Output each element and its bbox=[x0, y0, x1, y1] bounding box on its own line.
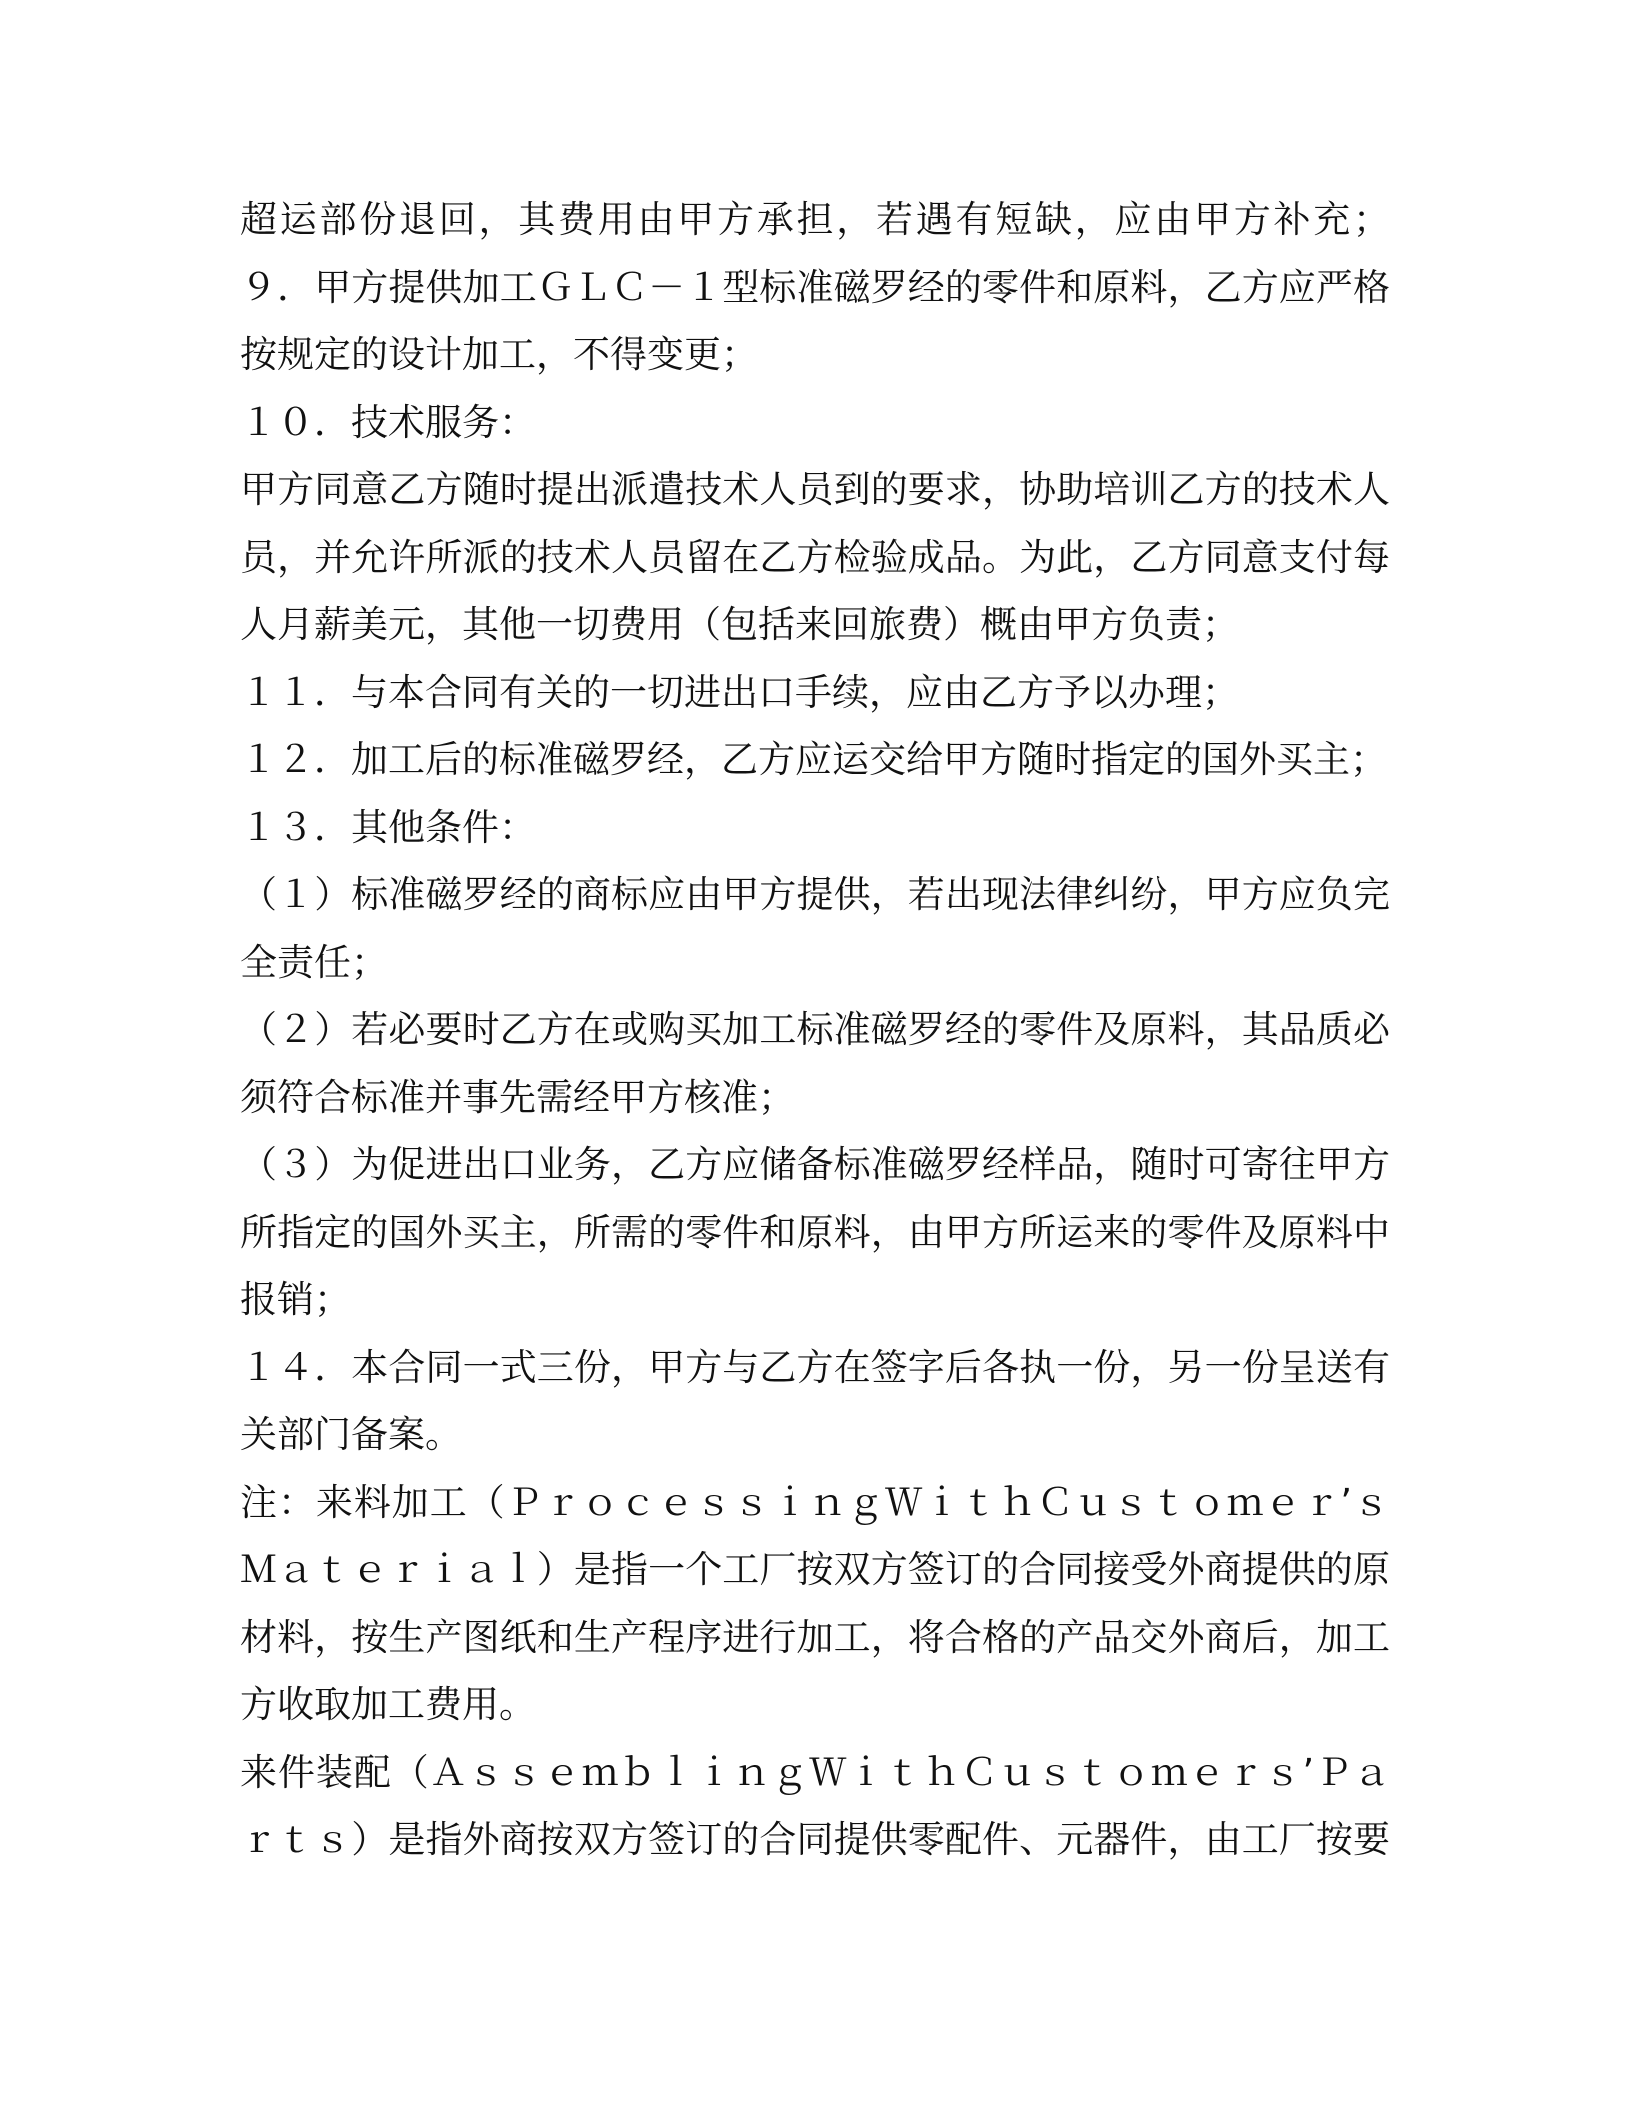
text-line: （２）若必要时乙方在或购买加工标准磁罗经的零件及原料，其品质必 bbox=[240, 1008, 1390, 1051]
text-line: （１）标准磁罗经的商标应由甲方提供，若出现法律纠纷，甲方应负完 bbox=[240, 873, 1390, 916]
text-line: 人月薪美元，其他一切费用（包括来回旅费）概由甲方负责； bbox=[240, 603, 1239, 646]
text-line: ｒｔｓ）是指外商按双方签订的合同提供零配件、元器件，由工厂按要 bbox=[240, 1818, 1390, 1861]
text-line: 报销； bbox=[240, 1278, 351, 1321]
text-line: 超运部份退回，其费用由甲方承担，若遇有短缺，应由甲方补充； bbox=[240, 198, 1390, 241]
text-line: 注：来料加工（ＰｒｏｃｅｓｓｉｎｇＷｉｔｈＣｕｓｔｏｍｅｒ’ｓ bbox=[240, 1480, 1390, 1524]
text-line: 来件装配（ＡｓｓｅｍｂｌｉｎｇＷｉｔｈＣｕｓｔｏｍｅｒｓ’Ｐａ bbox=[240, 1750, 1390, 1794]
text-line: 须符合标准并事先需经甲方核准； bbox=[240, 1075, 795, 1119]
document-body bbox=[240, 186, 1390, 1874]
text-line: １４．本合同一式三份，甲方与乙方在签字后各执一份，另一份呈送有 bbox=[240, 1345, 1390, 1389]
text-line: 全责任； bbox=[240, 940, 388, 984]
text-line: １０．技术服务： bbox=[240, 400, 536, 444]
text-line: 按规定的设计加工，不得变更； bbox=[240, 333, 758, 376]
text-line: １２．加工后的标准磁罗经，乙方应运交给甲方随时指定的国外买主； bbox=[240, 738, 1387, 781]
text-line: ９．甲方提供加工ＧＬＣ－１型标准磁罗经的零件和原料，乙方应严格 bbox=[240, 265, 1390, 309]
text-line: １１．与本合同有关的一切进出口手续，应由乙方予以办理； bbox=[240, 670, 1239, 714]
text-line: （３）为促进出口业务，乙方应储备标准磁罗经样品，随时可寄往甲方 bbox=[240, 1143, 1390, 1186]
text-line: 材料，按生产图纸和生产程序进行加工，将合格的产品交外商后，加工 bbox=[240, 1615, 1390, 1659]
text-line: 关部门备案。 bbox=[240, 1413, 462, 1456]
text-line: 所指定的国外买主，所需的零件和原料，由甲方所运来的零件及原料中 bbox=[240, 1210, 1390, 1254]
text-line: 甲方同意乙方随时提出派遣技术人员到的要求，协助培训乙方的技术人 bbox=[240, 468, 1390, 511]
text-line: 方收取加工费用。 bbox=[240, 1683, 536, 1726]
text-line: Ｍａｔｅｒｉａｌ）是指一个工厂按双方签订的合同接受外商提供的原 bbox=[240, 1548, 1390, 1591]
text-line: １３．其他条件： bbox=[240, 805, 536, 849]
text-line: 员，并允许所派的技术人员留在乙方检验成品。为此，乙方同意支付每 bbox=[240, 535, 1390, 579]
